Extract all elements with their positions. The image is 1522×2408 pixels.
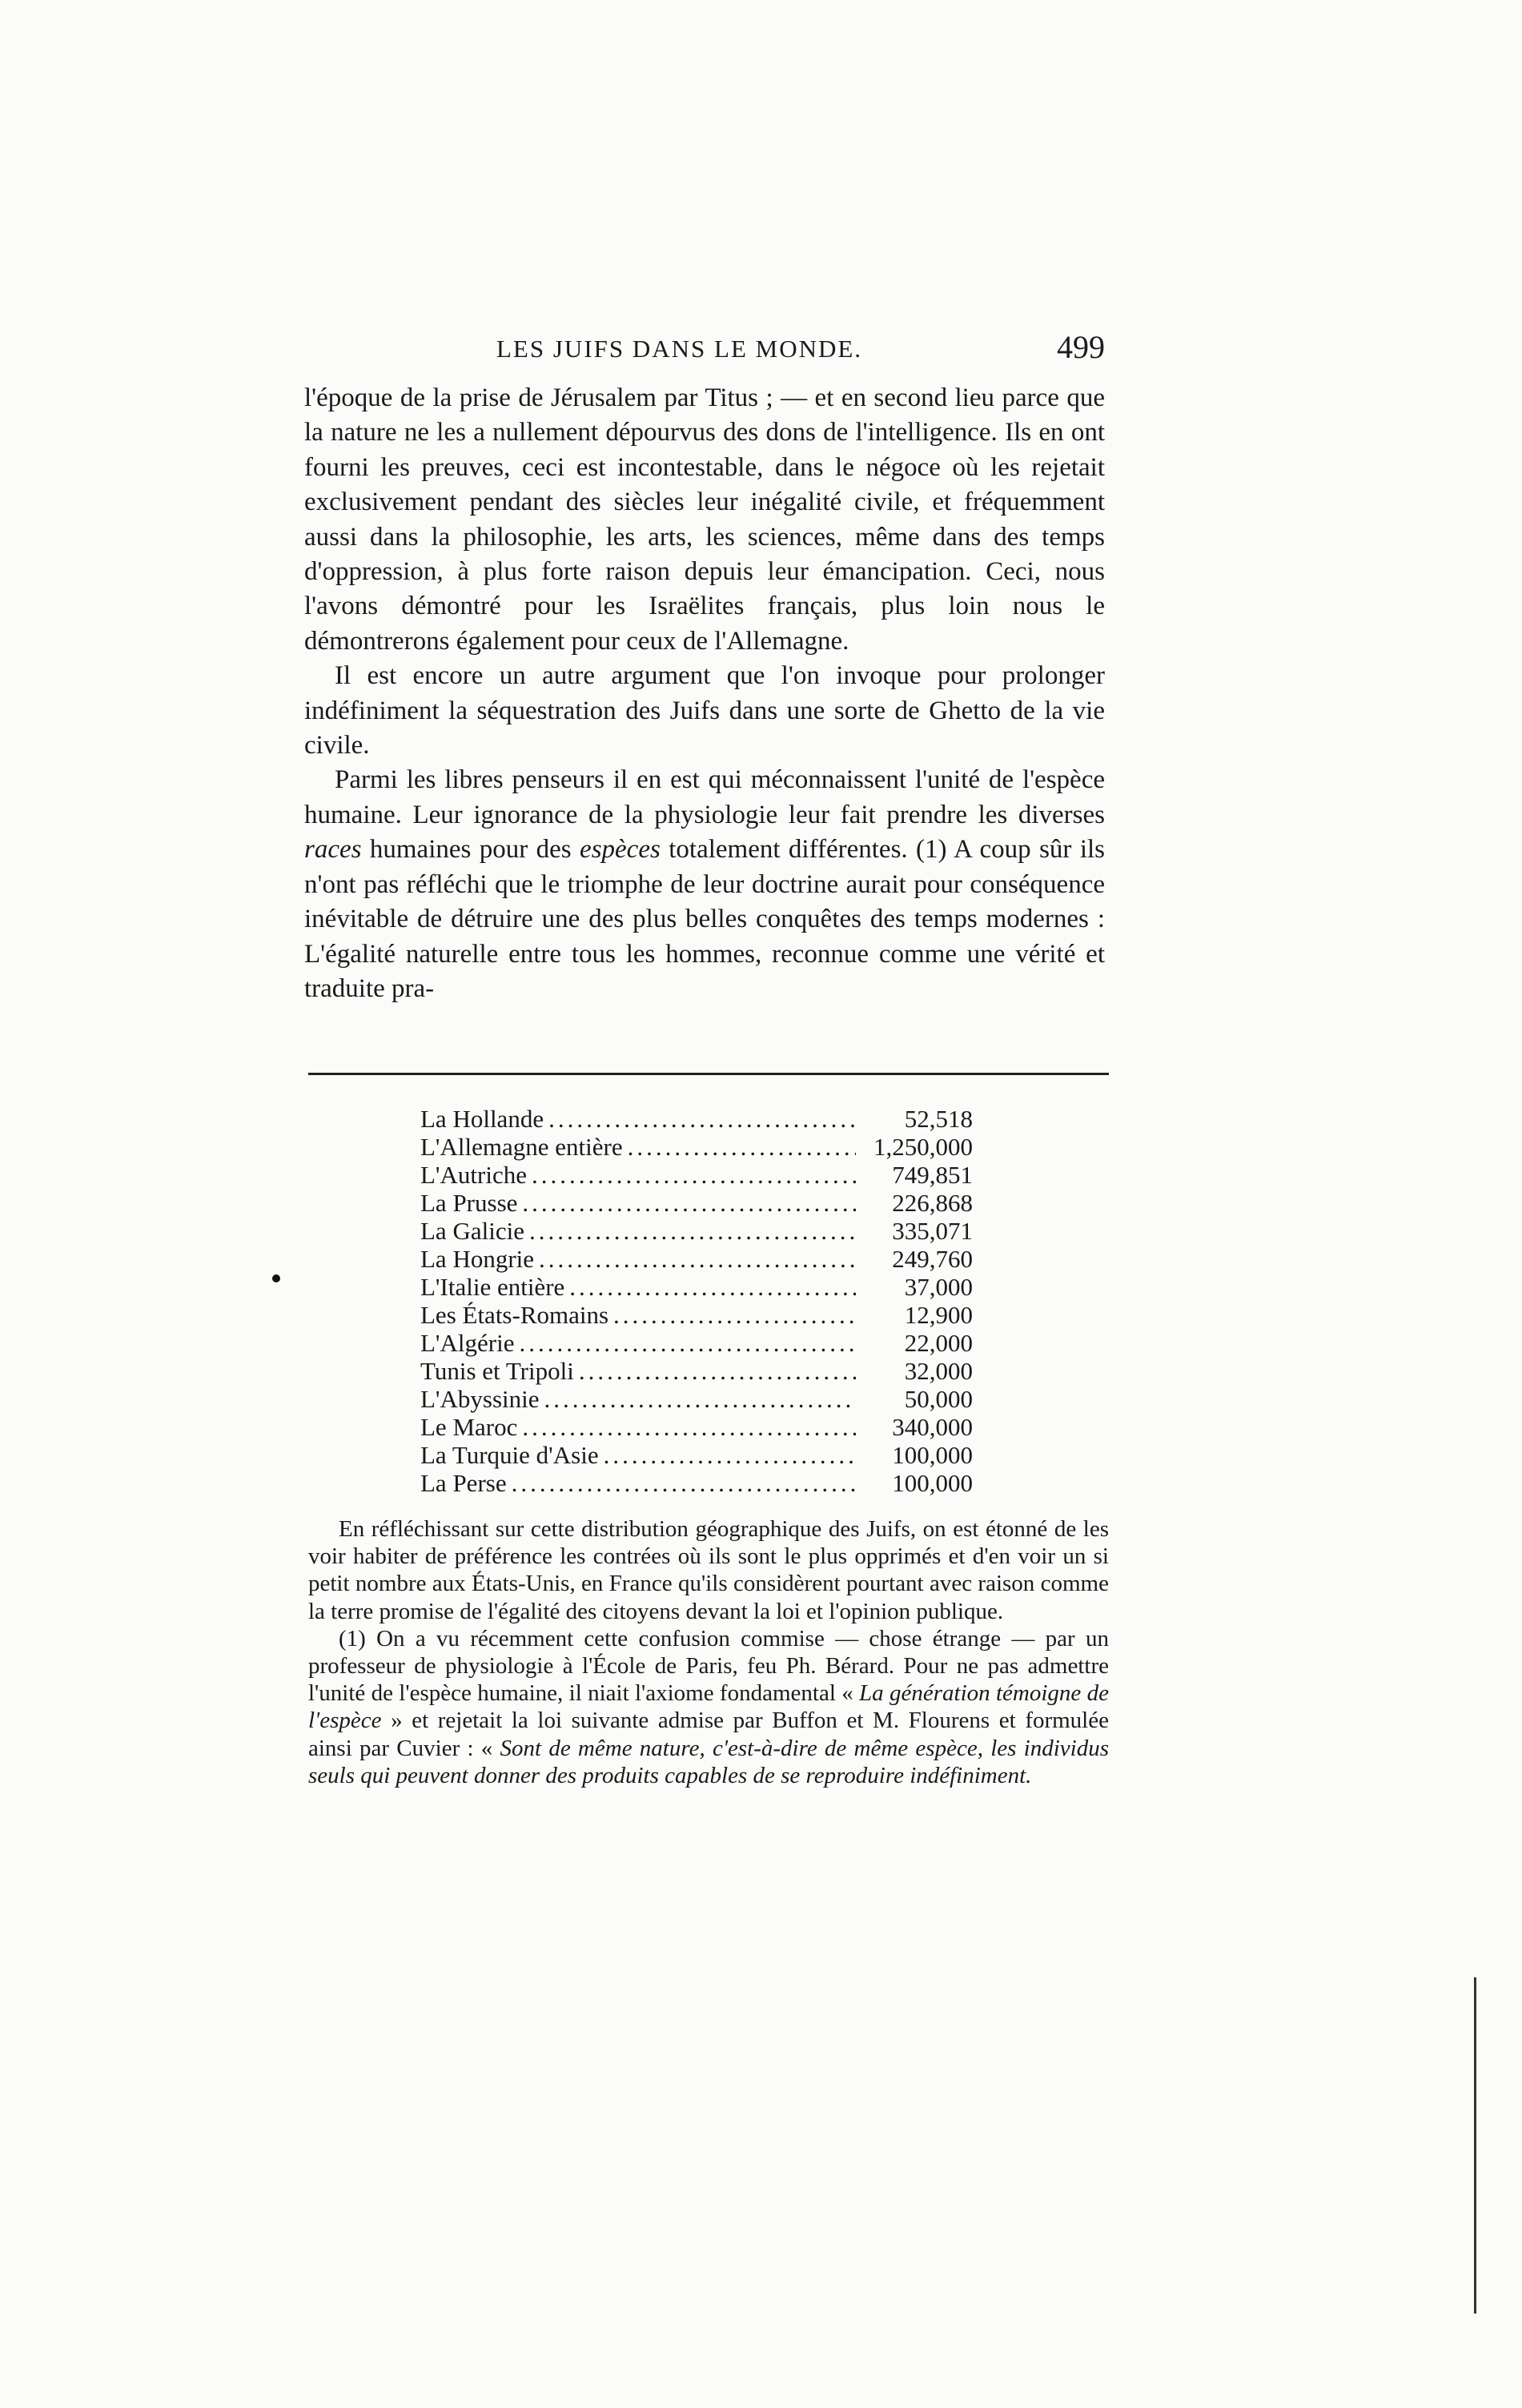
population-value: 100,000 (892, 1441, 973, 1469)
dot-leader (512, 1469, 856, 1497)
table-row (420, 1385, 973, 1413)
page-header (304, 328, 1105, 376)
dot-leader (522, 1413, 856, 1441)
population-value: 22,000 (904, 1329, 973, 1357)
dot-leader (519, 1329, 856, 1357)
table-row (420, 1161, 973, 1189)
table-row (420, 1469, 973, 1497)
running-title: LES JUIFS DANS LE MONDE. (496, 335, 863, 363)
table-row (420, 1329, 973, 1357)
paragraph-text: humaines pour des (361, 835, 580, 865)
main-text (304, 381, 1105, 1006)
country-name: La Prusse (420, 1189, 518, 1217)
country-name: L'Abyssinie (420, 1385, 540, 1413)
country-name: Tunis et Tripoli (420, 1357, 574, 1385)
country-name: La Perse (420, 1469, 507, 1497)
table-row (420, 1273, 973, 1301)
population-value: 335,071 (892, 1217, 973, 1245)
population-value: 52,518 (904, 1105, 973, 1133)
population-value: 32,000 (904, 1357, 973, 1385)
footnote-text: (1) On a vu récemment cette confusion commise — chose étrange — par un professeur de physiologie à l'École de Paris, feu Ph. Bérard. Pour ne pas admettre l'unité de l'espèce humaine, il niait l'axiome fondamental « (308, 1625, 1109, 1707)
country-name: Le Maroc (420, 1413, 518, 1441)
country-name: L'Algérie (420, 1329, 515, 1357)
footnote-divider (308, 1073, 1109, 1075)
dot-leader (569, 1273, 856, 1301)
dot-leader (532, 1161, 856, 1189)
population-value: 226,868 (892, 1189, 973, 1217)
paragraph-argument: Il est encore un autre argument que l'on invoque pour prolonger indéfiniment la séquestration des Juifs dans une sorte de Ghetto de la vie civile. (304, 661, 1105, 761)
table-row (420, 1189, 973, 1217)
population-table (420, 1105, 973, 1497)
notes-section (308, 1515, 1109, 1789)
paragraph-text: totalement différentes. (1) A coup sûr ils n'ont pas réfléchi que le triomphe de leur doctrine aurait pour conséquence inévitable de détruire une des plus belles conquêtes des temps modernes : L'égalité naturelle entre tous les hommes, reconnue comme une vérité et traduite pra- (304, 835, 1105, 1003)
dot-leader (613, 1301, 856, 1329)
paragraph-free-thinkers (304, 763, 1105, 1006)
dot-leader (579, 1357, 856, 1385)
table-row (420, 1301, 973, 1329)
country-name: Les États-Romains (420, 1301, 609, 1329)
table-row (420, 1133, 973, 1161)
country-name: La Turquie d'Asie (420, 1441, 599, 1469)
table-row (420, 1105, 973, 1133)
population-value: 749,851 (892, 1161, 973, 1189)
distribution-note: En réfléchissant sur cette distribution géographique des Juifs, on est étonné de les voir habiter de préférence les contrées où ils sont le plus opprimés et d'en voir un si petit nombre aux États-Unis, en France qu'ils considèrent pourtant avec raison comme la terre promise de l'égalité des citoyens devant la loi et l'opinion publique. (308, 1516, 1109, 1624)
population-value: 340,000 (892, 1413, 973, 1441)
country-name: La Galicie (420, 1217, 524, 1245)
dot-leader (539, 1245, 856, 1273)
dot-leader (544, 1385, 856, 1413)
dot-leader (529, 1217, 856, 1245)
italic-word-races: races (304, 835, 362, 865)
population-value: 12,900 (904, 1301, 973, 1329)
footnote-axiom: La génération témoigne de l'espèce (308, 1680, 1109, 1734)
footnote-1 (308, 1625, 1109, 1789)
population-value: 1,250,000 (873, 1133, 973, 1161)
dot-leader (604, 1441, 856, 1469)
country-name: L'Autriche (420, 1161, 527, 1189)
table-row (420, 1245, 973, 1273)
dot-leader (628, 1133, 856, 1161)
table-row (420, 1217, 973, 1245)
country-name: La Hongrie (420, 1245, 535, 1273)
table-row (420, 1357, 973, 1385)
paragraph-text: Parmi les libres penseurs il en est qui méconnaissent l'unité de l'espèce humaine. Leur ignorance de la physiologie leur fait prendre les diverses (304, 765, 1105, 829)
country-name: L'Italie entière (420, 1273, 565, 1301)
table-row (420, 1413, 973, 1441)
footnote-quote: Sont de même nature, c'est-à-dire de même espèce, les individus seuls qui peuvent donner des produits capables de se reproduire indéfiniment. (308, 1735, 1109, 1788)
page-number: 499 (1057, 329, 1105, 365)
paragraph-continuation: l'époque de la prise de Jérusalem par Titus ; — et en second lieu parce que la nature ne les a nullement dépourvus des dons de l'intelligence. Ils en ont fourni les preuves, ceci est incontestable, dans le négoce où les rejetait exclusivement pendant des siècles leur inégalité civile, et fréquemment aussi dans la philosophie, les arts, les sciences, même dans des temps d'oppression, à plus forte raison depuis leur émancipation. Ceci, nous l'avons démontré pour les Israëlites français, plus loin nous le démontrerons également pour ceux de l'Allemagne. (304, 383, 1105, 656)
scan-edge-line (1474, 1977, 1476, 2314)
country-name: La Hollande (420, 1105, 544, 1133)
dot-leader (548, 1105, 856, 1133)
population-value: 249,760 (892, 1245, 973, 1273)
population-value: 100,000 (892, 1469, 973, 1497)
italic-word-especes: espèces (580, 835, 661, 865)
table-row (420, 1441, 973, 1469)
population-value: 37,000 (904, 1273, 973, 1301)
dot-leader (522, 1189, 856, 1217)
footnote-text: » et rejetait la loi suivante admise par Buffon et M. Flourens et formulée ainsi par Cuvier : « (308, 1708, 1109, 1761)
country-name: L'Allemagne entière (420, 1133, 623, 1161)
population-value: 50,000 (904, 1385, 973, 1413)
margin-ink-dot (272, 1274, 280, 1282)
